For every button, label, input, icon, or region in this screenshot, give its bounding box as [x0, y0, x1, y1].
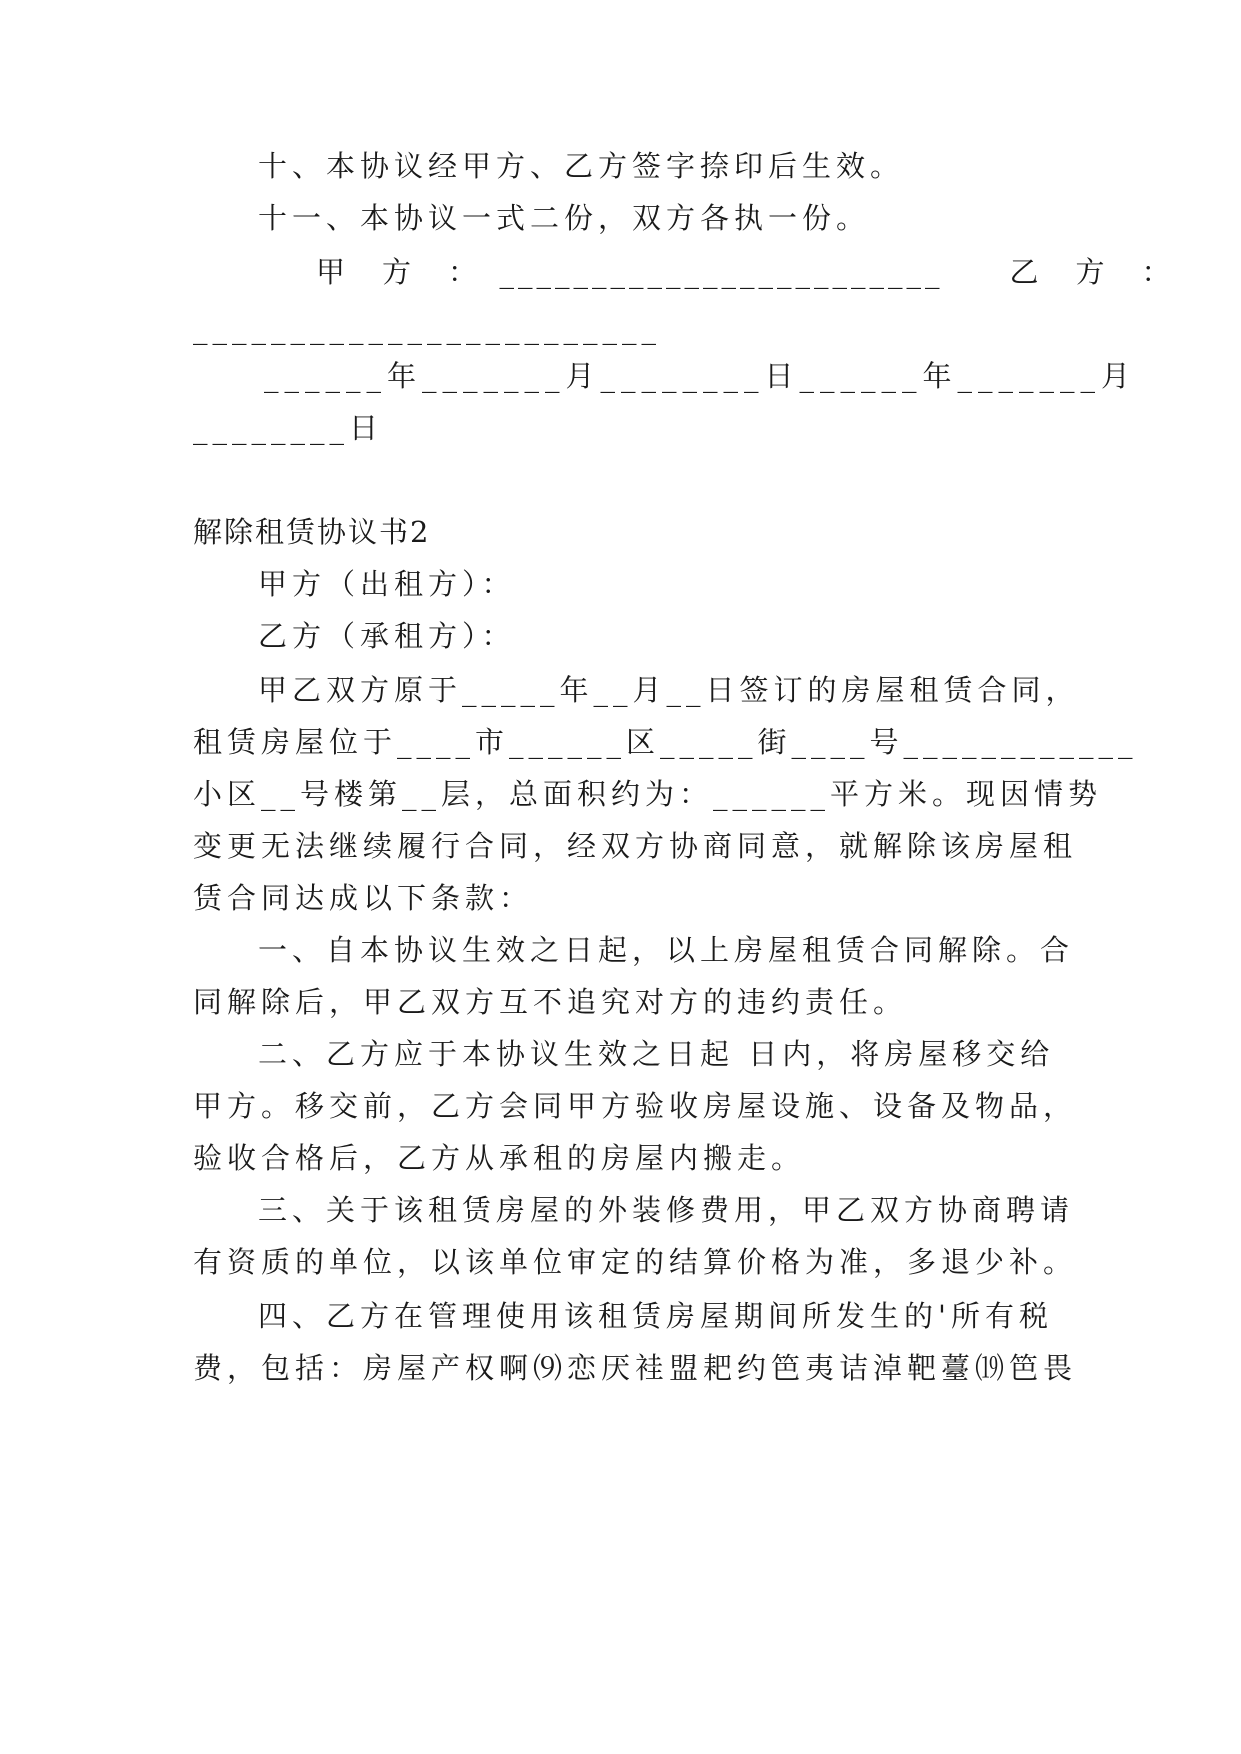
clause-11: 十一、本协议一式二份，双方各执一份。 [258, 201, 871, 235]
section-title: 解除租赁协议书2 [193, 515, 431, 549]
paragraph-line: 小区__号楼第__层，总面积约为：______平方米。现因情势 [193, 777, 1103, 811]
paragraph-line: 赁合同达成以下条款： [193, 881, 534, 915]
clause-2-continued: 验收合格后，乙方从承租的房屋内搬走。 [193, 1141, 806, 1175]
party-a-line: 甲方（出租方）： [258, 567, 516, 601]
clause-2: 二、乙方应于本协议生效之日起 日内，将房屋移交给 [258, 1037, 1055, 1071]
signature-line: 甲 方 ： ________________________ 乙 方 ： [316, 255, 1175, 289]
clause-3-continued: 有资质的单位，以该单位审定的结算价格为准，多退少补。 [193, 1245, 1078, 1279]
clause-1: 一、自本协议生效之日起，以上房屋租赁合同解除。合 [258, 933, 1075, 967]
date-line-continued: ________日 [193, 411, 384, 445]
clause-3: 三、关于该租赁房屋的外装修费用，甲乙双方协商聘请 [258, 1193, 1075, 1227]
clause-1-continued: 同解除后，甲乙双方互不追究对方的违约责任。 [193, 985, 908, 1019]
paragraph-line: 租赁房屋位于____市______区_____街____号____________ [193, 725, 1138, 759]
party-b-line: 乙方（承租方）： [258, 619, 516, 653]
clause-2-continued: 甲方。移交前，乙方会同甲方验收房屋设施、设备及物品， [193, 1089, 1078, 1123]
paragraph-line: 变更无法继续履行合同，经双方协商同意，就解除该房屋租 [193, 829, 1078, 863]
signature-line-continued: ________________________ [193, 311, 661, 345]
clause-10: 十、本协议经甲方、乙方签字捺印后生效。 [258, 149, 905, 183]
paragraph-line: 甲乙双方原于_____年__月__日签订的房屋租赁合同， [258, 673, 1080, 707]
clause-4: 四、乙方在管理使用该租赁房屋期间所发生的'所有税 [258, 1299, 1053, 1333]
clause-4-continued: 费，包括：房屋产权啊⑼恋厌袿盟耙约笆夷诘淖靶薹⒆笆畏 [193, 1351, 1078, 1385]
date-line: ______年_______月________日______年_______月 [264, 359, 1137, 393]
